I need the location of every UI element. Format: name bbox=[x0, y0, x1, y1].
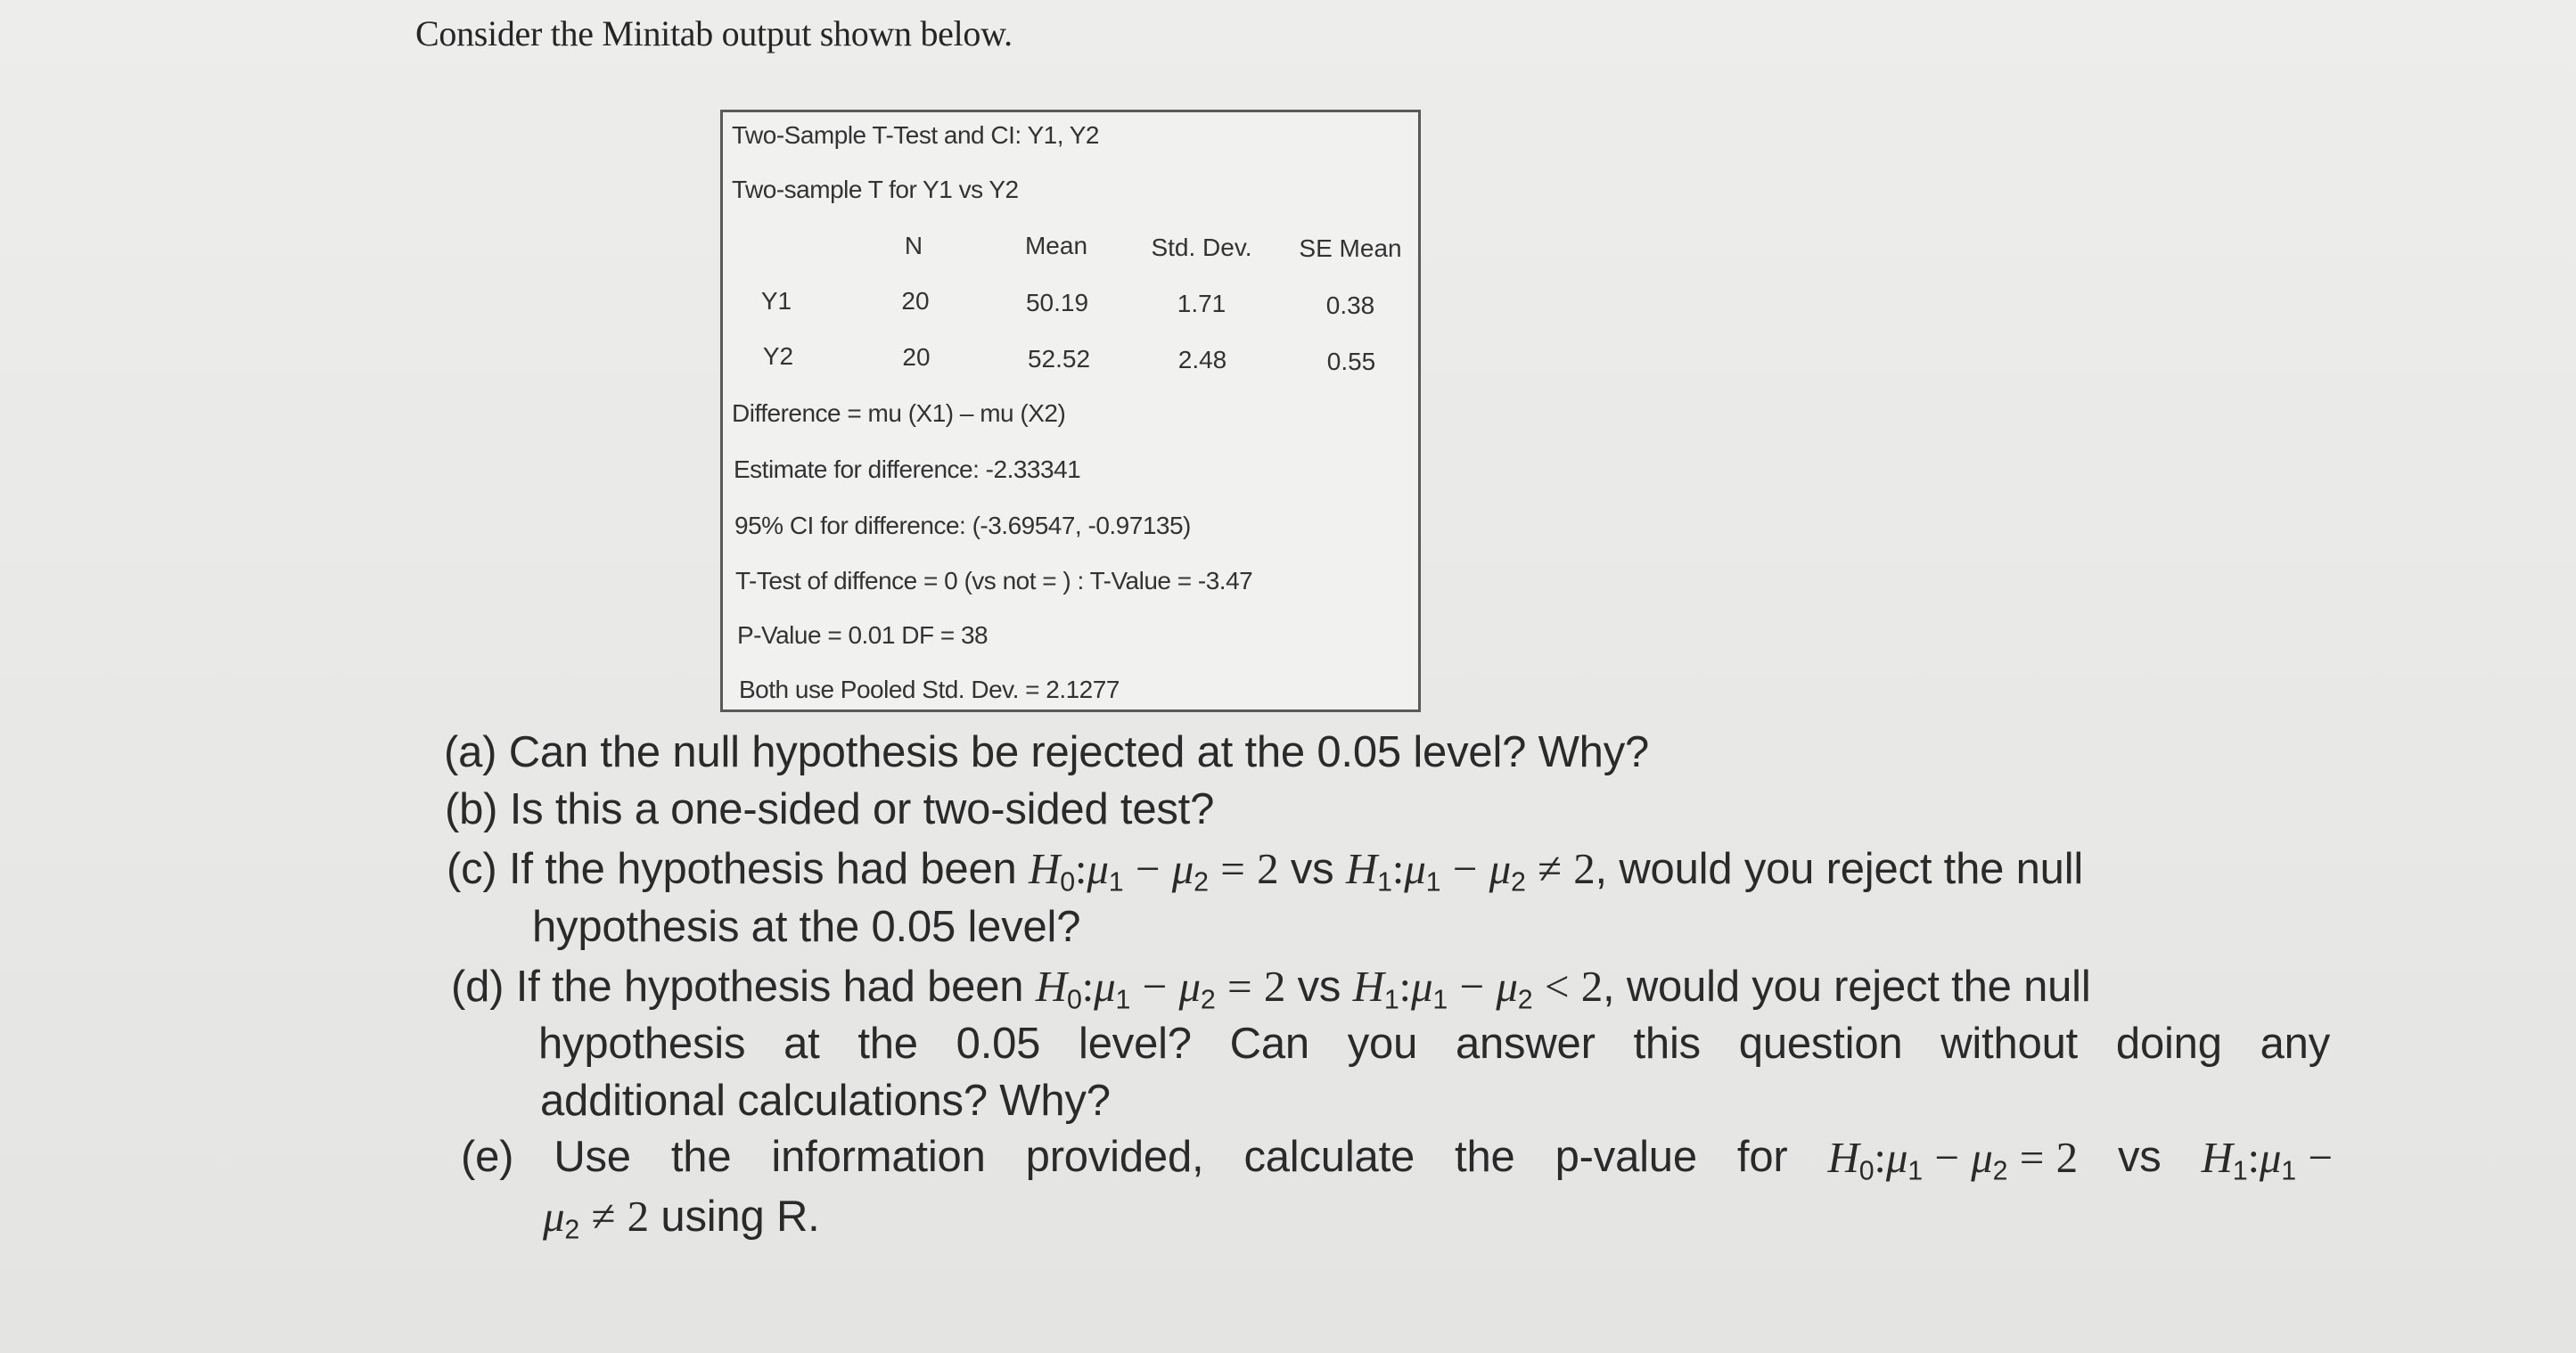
cell-se: 0.38 bbox=[1325, 291, 1375, 319]
header-n: N bbox=[904, 232, 923, 259]
question-text: If the hypothesis had been bbox=[515, 963, 1024, 1011]
hypothesis-h0: $H_0:\mu_1 - \mu_2 = 2$ bbox=[1827, 1133, 2078, 1186]
row-label: Y2 bbox=[762, 342, 794, 370]
difference-line: Difference = mu (X1) – mu (X2) bbox=[732, 399, 1066, 427]
question-label: (d) bbox=[451, 963, 505, 1011]
hypothesis-h1: $H_1:\mu_1 - \mu_2 \ne 2$ bbox=[1345, 844, 1596, 898]
pooled-line: Both use Pooled Std. Dev. = 2.1277 bbox=[739, 676, 1120, 703]
header-mean: Mean bbox=[1024, 232, 1088, 259]
question-b bbox=[445, 784, 1214, 834]
header-semean: SE Mean bbox=[1299, 234, 1402, 262]
ttest-line: T-Test of diffence = 0 (vs not = ) : T-Value = -3.47 bbox=[735, 567, 1253, 594]
cell-mean: 50.19 bbox=[1025, 289, 1089, 316]
hypothesis-h1: $H_1:\mu_1 - \mu_2 < 2$ bbox=[1352, 962, 1604, 1015]
hypothesis-h0: $H_0:\mu_1 - \mu_2 = 2$ bbox=[1029, 844, 1279, 898]
output-subtitle: Two-sample T for Y1 vs Y2 bbox=[732, 176, 1019, 203]
hypothesis-h1-start: $H_1:\mu_1$ − bbox=[2201, 1133, 2333, 1186]
question-d-continued: additional calculations? Why? bbox=[540, 1077, 1111, 1125]
hypothesis-h0: $H_0:\mu_1 - \mu_2 = 2$ bbox=[1035, 962, 1286, 1015]
question-label: (a) bbox=[444, 728, 497, 776]
question-label: (e) bbox=[461, 1133, 514, 1181]
question-e-continued: $\mu_2 \ne 2$ using R. bbox=[543, 1192, 820, 1245]
question-d: (d) If the hypothesis had been $H_0:\mu_1 - \mu_2 = 2$ vs $H_1:\mu_1 - \mu_2 < 2$, would you reject the null bbox=[451, 962, 2091, 1015]
ci-line: 95% CI for difference: (-3.69547, -0.97135) bbox=[734, 512, 1191, 539]
cell-sd: 1.71 bbox=[1177, 290, 1226, 317]
output-title: Two-Sample T-Test and CI: Y1, Y2 bbox=[732, 121, 1099, 149]
question-text: Can the null hypothesis be rejected at the 0.05 level? Why? bbox=[508, 728, 1650, 776]
question-c-continued: hypothesis at the 0.05 level? bbox=[532, 903, 1081, 951]
question-label: (c) bbox=[447, 845, 497, 893]
cell-n: 20 bbox=[901, 287, 930, 315]
intro-text: Consider the Minitab output shown below. bbox=[415, 13, 1013, 53]
cell-sd: 2.48 bbox=[1177, 346, 1227, 373]
question-c: (c) If the hypothesis had been $H_0:\mu_1 - \mu_2 = 2$ vs $H_1:\mu_1 - \mu_2 \ne 2$, would you reject the null bbox=[447, 844, 2084, 898]
question-a bbox=[444, 727, 1649, 777]
minitab-output-box bbox=[720, 110, 1421, 712]
cell-n: 20 bbox=[902, 343, 931, 371]
pvalue-line: P-Value = 0.01 DF = 38 bbox=[737, 621, 989, 649]
hypothesis-h1-end: $\mu_2 \ne 2$ bbox=[543, 1192, 649, 1245]
question-text: Is this a one-sided or two-sided test? bbox=[509, 785, 1215, 833]
question-e: (e) Use the information provided, calculate the p-value for $H_0:\mu_1 - \mu_2 = 2$ vs $H_1:\mu_1$ − bbox=[461, 1133, 2333, 1186]
cell-mean: 52.52 bbox=[1027, 345, 1091, 373]
cell-se: 0.55 bbox=[1326, 348, 1376, 375]
question-d-continued: hypothesis at the 0.05 level? Can you answer this question without doing any bbox=[538, 1020, 2330, 1068]
question-text: If the hypothesis had been bbox=[508, 845, 1017, 893]
header-stddev: Std. Dev. bbox=[1151, 234, 1252, 261]
row-label: Y1 bbox=[760, 287, 792, 315]
question-label: (b) bbox=[445, 785, 498, 833]
estimate-line: Estimate for difference: -2.33341 bbox=[734, 455, 1081, 483]
